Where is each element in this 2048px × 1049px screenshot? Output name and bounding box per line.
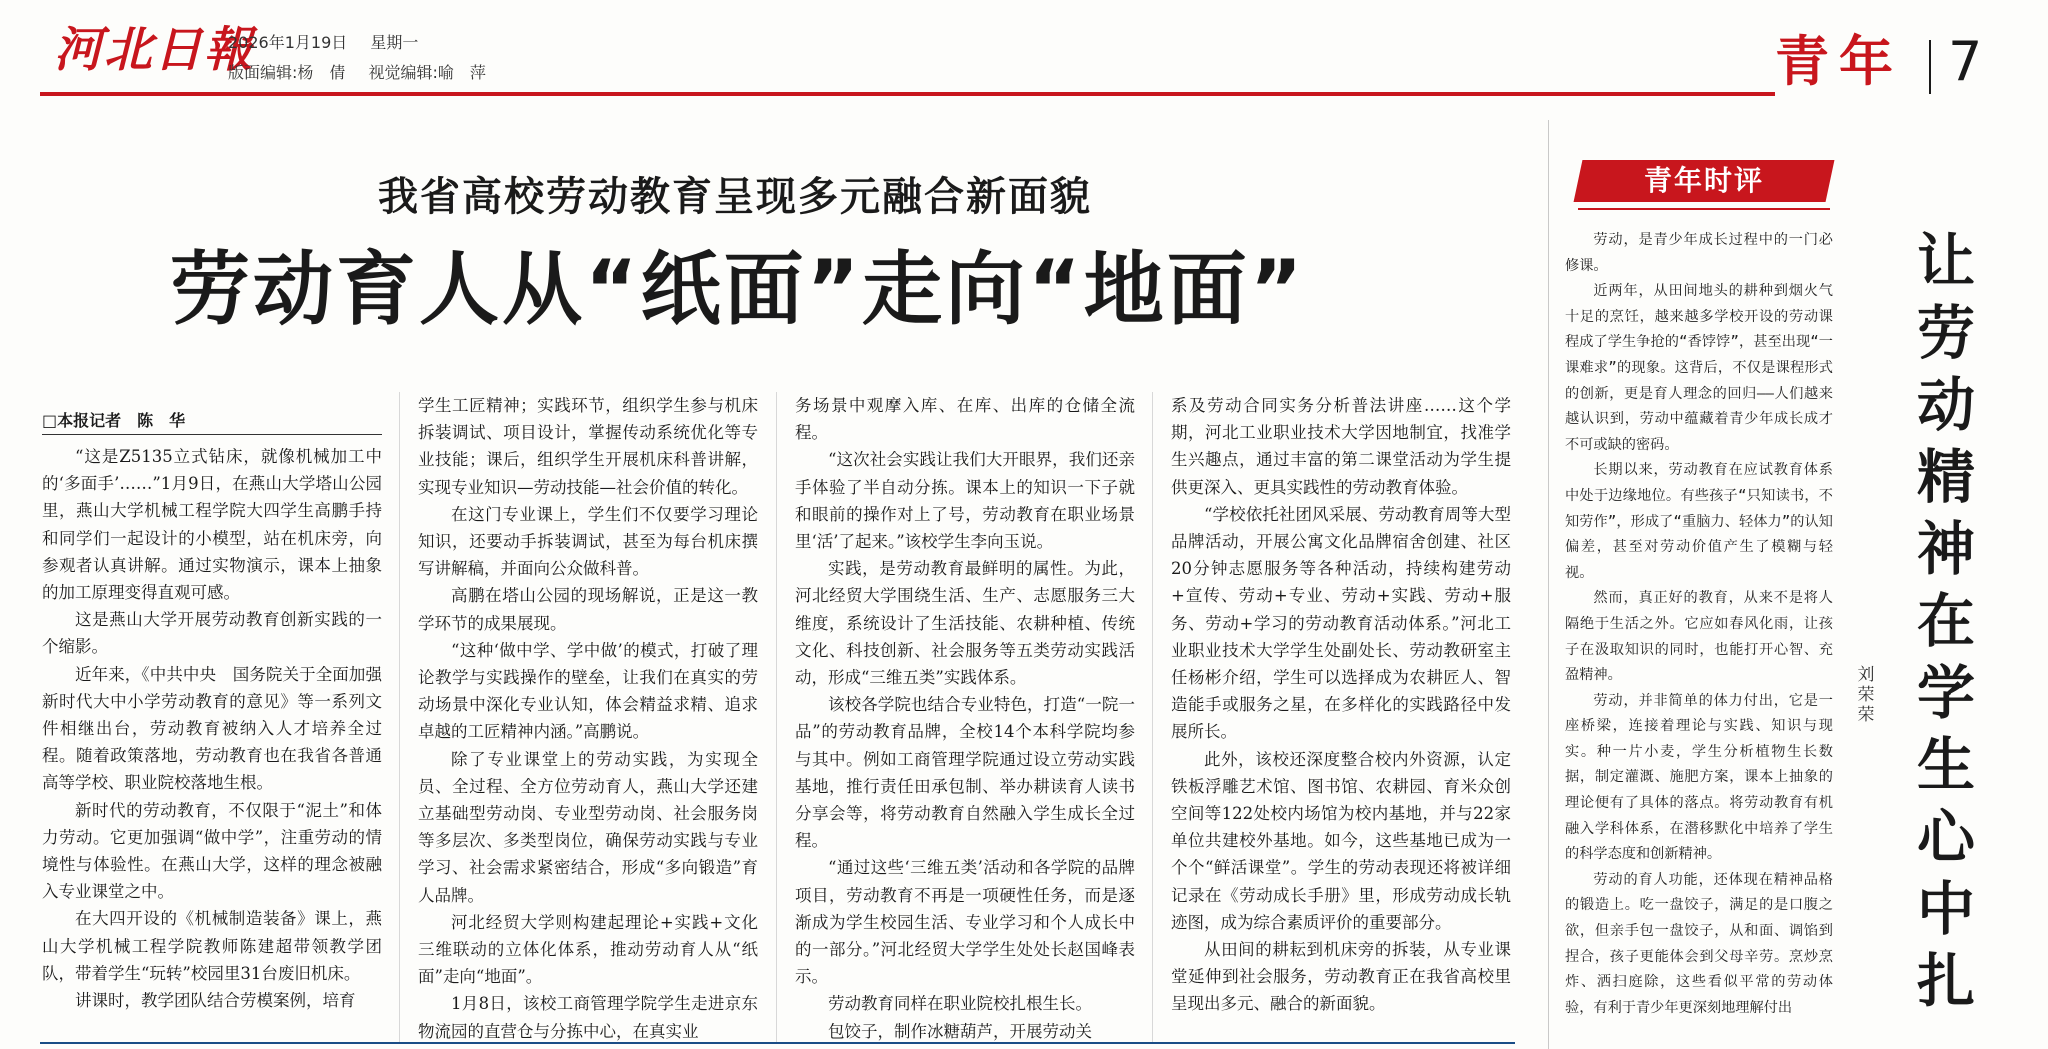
commentary-tag-rule xyxy=(1578,208,1830,210)
editor-line xyxy=(228,60,504,83)
section-divider xyxy=(1929,40,1931,94)
paragraph: 学生工匠精神；实践环节，组织学生参与机床拆装调试、项目设计，掌握传动系统优化等专业技能；课后，组织学生开展机床科普讲解，实现专业知识—劳动技能—社会价值的转化。 xyxy=(418,396,758,497)
byline-rule xyxy=(42,434,382,435)
paragraph: 劳动，是青少年成长过程中的一门必修课。 xyxy=(1565,232,1833,274)
paragraph: 近两年，从田间地头的耕种到烟火气十足的烹饪，越来越多学校开设的劳动课程成了学生争抢的“香饽饽”，甚至出现“一课难求”的现象。这背后，不仅是课程形式的创新，更是育人理念的回归——人们越来越认识到，劳动中蕴藏着青少年成长成才不可或缺的密码。 xyxy=(1565,283,1833,453)
article-column-2 xyxy=(418,392,758,1042)
paragraph: 这是燕山大学开展劳动教育创新实践的一个缩影。 xyxy=(42,610,382,657)
article-column-4 xyxy=(1171,392,1511,1042)
commentary-body xyxy=(1565,228,1833,1049)
paragraph: “这是Z5135立式钻床，就像机械加工中的‘多面手’……”1月9日，在燕山大学塔山公园里，燕山大学机械工程学院大四学生高鹏手持和同学们一起设计的小模型，站在机床旁，向参观者认真讲解。通过实物演示，课本上抽象的加工原理变得直观可感。 xyxy=(42,447,382,603)
commentary-tag-label: 青年时评 xyxy=(1643,164,1764,197)
paragraph: 河北经贸大学则构建起理论+实践+文化三维联动的立体化体系，推动劳动育人从“纸面”走向“地面”。 xyxy=(418,912,758,987)
paragraph: 劳动的育人功能，还体现在精神品格的锻造上。吃一盘饺子，满足的是口腹之欲，但亲手包一盘饺子，从和面、调馅到捏合，孩子更能体会到父母辛劳。烹炒烹炸、洒扫庭除，这些看似平常的劳动体验，有利于青少年更深刻地理解付出 xyxy=(1565,871,1833,1016)
visual-editor: 视觉编辑:喻 萍 xyxy=(368,63,486,82)
issue-weekday: 星期一 xyxy=(370,33,419,52)
paragraph: 从田间的耕耘到机床旁的拆装，从专业课堂延伸到社会服务，劳动教育正在我省高校里呈现出多元、融合的新面貌。 xyxy=(1171,940,1511,1014)
paragraph: 实践，是劳动教育最鲜明的属性。为此，河北经贸大学围绕生活、生产、志愿服务三大维度，系统设计了生活技能、农耕种植、传统文化、科技创新、社会服务等五类劳动实践活动，形成“三维五类”实践体系。 xyxy=(795,559,1135,688)
paragraph: “这次社会实践让我们大开眼界，我们还亲手体验了半自动分拣。课本上的知识一下子就和眼前的操作对上了号，劳动教育在职业场景里‘活’了起来。”该校学生李向玉说。 xyxy=(795,450,1135,552)
issue-date-line xyxy=(228,30,436,53)
paragraph: 劳动，并非简单的体力付出，它是一座桥梁，连接着理论与实践、知识与现实。种一片小麦，学生分析植物生长数据，制定灌溉、施肥方案，课本上抽象的理论便有了具体的落点。将劳动教育有机融入学科体系，在潜移默化中培养了学生的科学态度和创新精神。 xyxy=(1565,692,1833,863)
paragraph: 1月8日，该校工商管理学院学生走进京东物流园的直营仓与分拣中心，在真实业 xyxy=(418,994,758,1041)
layout-editor: 版面编辑:杨 倩 xyxy=(228,63,346,82)
article-column-1 xyxy=(42,443,382,1043)
bottom-rule xyxy=(40,1042,1515,1044)
paragraph: 除了专业课堂上的劳动实践，为实现全员、全过程、全方位劳动育人，燕山大学还建立基础型劳动岗、专业型劳动岗、社会服务岗等多层次、多类型岗位，确保劳动实践与专业学习、社会需求紧密结合，形成“多向锻造”育人品牌。 xyxy=(418,749,758,905)
paragraph: 讲课时，教学团队结合劳模案例，培育 xyxy=(75,991,356,1011)
commentary-title: 让劳动精神在学生心中扎 xyxy=(1916,227,1975,1015)
paragraph: “这种‘做中学、学中做’的模式，打破了理论教学与实践操作的壁垒，让我们在真实的劳动场景中深化专业认知，体会精益求精、追求卓越的工匠精神内涵。”高鹏说。 xyxy=(418,640,758,742)
article-subtitle: 我省高校劳动教育呈现多元融合新面貌 xyxy=(378,174,1092,220)
page-number: 7 xyxy=(1948,30,1983,93)
byline: □本报记者 陈 华 xyxy=(42,411,186,430)
paragraph: 劳动教育同样在职业院校扎根生长。 xyxy=(828,994,1092,1014)
paragraph: 在这门专业课上，学生们不仅要学习理论知识，还要动手拆装调试，甚至为每台机床撰写讲解稿，并面向公众做科普。 xyxy=(418,504,758,579)
paragraph: 此外，该校还深度整合校内外资源，认定铁板浮雕艺术馆、图书馆、农耕园、育米众创空间等122处校内场馆为校内基地，并与22家单位共建校外基地。如今，这些基地已成为一个个“鲜活课堂”。学生的劳动表现还将被详细记录在《劳动成长手册》里，形成劳动成长轨迹图，成为综合素质评价的重要部分。 xyxy=(1171,749,1511,932)
newspaper-logo: 河北日報 xyxy=(54,22,255,78)
commentary-tag xyxy=(1574,160,1835,202)
paragraph: 然而，真正好的教育，从来不是将人隔绝于生活之外。它应如春风化雨，让孩子在汲取知识的同时，也能打开心智、充盈精神。 xyxy=(1565,590,1833,684)
paragraph: 近年来，《中共中央 国务院关于全面加强新时代大中小学劳动教育的意见》等一系列文件相继出台，劳动教育被纳入人才培养全过程。随着政策落地，劳动教育也在我省各普通高等学校、职业院校落地生根。 xyxy=(42,664,382,793)
article-title: 劳动育人从“纸面”走向“地面” xyxy=(170,243,1306,336)
paragraph: “学校依托社团风采展、劳动教育周等大型品牌活动，开展公寓文化品牌宿舍创建、社区20分钟志愿服务等各种活动，持续构建劳动+宣传、劳动+专业、劳动+实践、劳动+服务、劳动+学习的劳动教育活动体系。”河北工业职业技术大学学生处副处长、劳动教研室主任杨彬介绍，学生可以选择成为农耕匠人、智造能手或服务之星，在多样化的实践路径中发展所长。 xyxy=(1171,504,1511,742)
paragraph: 高鹏在塔山公园的现场解说，正是这一教学环节的成果展现。 xyxy=(418,586,758,633)
paragraph: 该校各学院也结合专业特色，打造“一院一品”的劳动教育品牌，全校14个本科学院均参与其中。例如工商管理学院通过设立劳动实践基地，推行责任田承包制、举办耕读育人读书分享会等，将劳动教育自然融入学生成长全过程。 xyxy=(795,695,1135,851)
issue-date: 2026年1月19日 xyxy=(228,33,348,52)
commentary-author: 刘荣荣 xyxy=(1857,665,1875,725)
paragraph: “通过这些‘三维五类’活动和各学院的品牌项目，劳动教育不再是一项硬性任务，而是逐渐成为学生校园生活、专业学习和个人成长中的一部分。”河北经贸大学学生处处长赵国峰表示。 xyxy=(795,858,1135,987)
paragraph: 在大四开设的《机械制造装备》课上，燕山大学机械工程学院教师陈建超带领教学团队，带着学生“玩转”校园里31台废旧机床。 xyxy=(42,909,382,983)
paragraph: 包饺子，制作冰糖葫芦，开展劳动关 xyxy=(828,1021,1092,1041)
paragraph: 系及劳动合同实务分析普法讲座……这个学期，河北工业职业技术大学因地制宜，找准学生兴趣点，通过丰富的第二课堂活动为学生提供更深入、更具实践性的劳动教育体验。 xyxy=(1171,396,1511,497)
masthead-rule xyxy=(40,92,1775,96)
paragraph: 长期以来，劳动教育在应试教育体系中处于边缘地位。有些孩子“只知读书，不知劳作”，形成了“重脑力、轻体力”的认知偏差，甚至对劳动价值产生了模糊与轻视。 xyxy=(1565,462,1833,581)
column-divider xyxy=(776,392,777,1042)
paragraph: 务场景中观摩入库、在库、出库的仓储全流程。 xyxy=(795,396,1135,443)
column-divider xyxy=(399,392,400,1042)
sidebar-divider xyxy=(1548,120,1549,1049)
paragraph: 新时代的劳动教育，不仅限于“泥土”和体力劳动。它更加强调“做中学”，注重劳动的情境性与体验性。在燕山大学，这样的理念被融入专业课堂之中。 xyxy=(42,800,382,902)
column-divider xyxy=(1152,392,1153,1042)
section-name: 青年 xyxy=(1775,30,1903,93)
article-column-3 xyxy=(795,392,1135,1042)
